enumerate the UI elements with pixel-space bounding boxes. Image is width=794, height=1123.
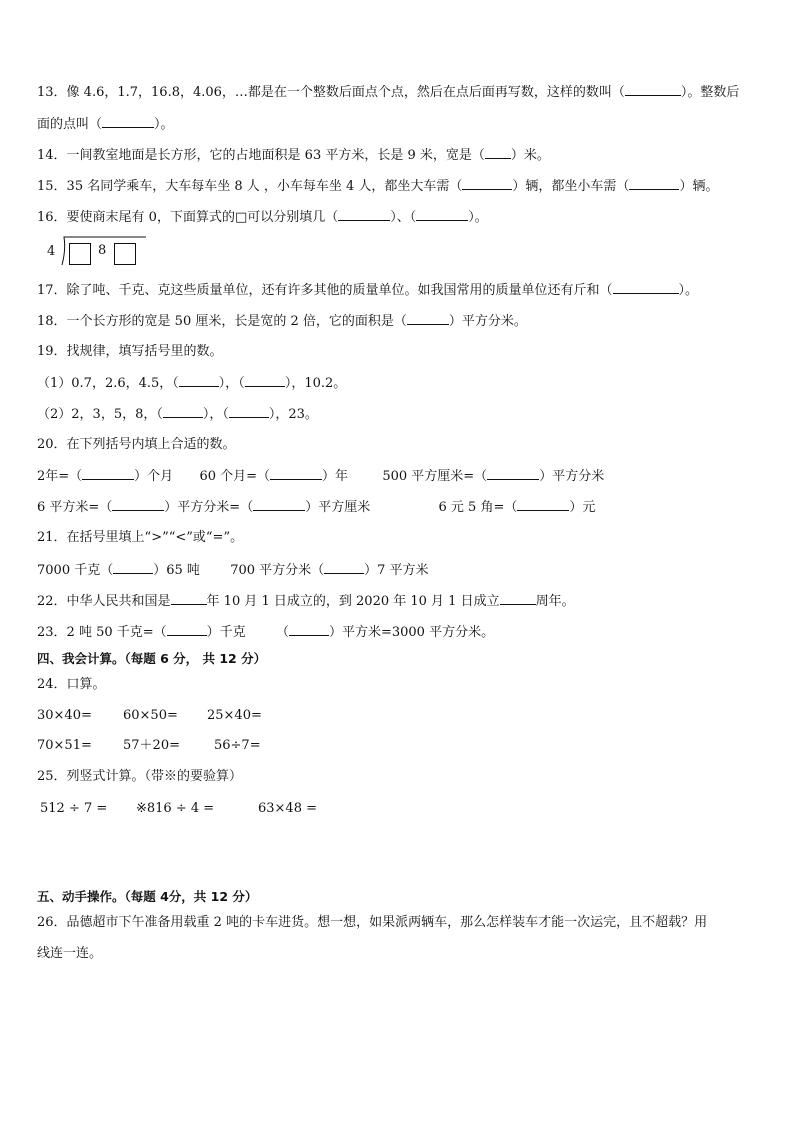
oral-item: 25×40= (207, 708, 262, 723)
q16-blank-1[interactable] (338, 209, 390, 221)
q20-row-2: 6 平方米=（ ）平方分米=（ ）平方厘米 6 元 5 角=（ ）元 (37, 500, 596, 515)
q20-blank-a[interactable] (82, 468, 134, 480)
q19-title: 19．找规律，填写括号里的数。 (37, 344, 223, 359)
vertical-calc-item: 63×48 = (258, 801, 318, 816)
dividend-digit: 8 (98, 243, 107, 258)
q15-blank-1[interactable] (462, 178, 512, 190)
q16: 16．要使商末尾有 0，下面算式的□可以分别填几（ ）、（ ）。 (37, 210, 488, 225)
q24-title: 24．口算。 (37, 677, 106, 692)
q16-blank-2[interactable] (416, 209, 468, 221)
q18: 18．一个长方形的宽是 50 厘米，长是宽的 2 倍，它的面积是（ ）平方分米。 (37, 314, 527, 329)
q13-line2: 面的点叫（ ）。 (37, 117, 174, 132)
q24-row-2 (37, 738, 261, 754)
q17-blank[interactable] (613, 282, 679, 294)
q14-blank[interactable] (485, 147, 511, 159)
q26-line1: 26．品德超市下午准备用载重 2 吨的卡车进货。想一想，如果派两辆车，那么怎样装车才能一次运完，且不超载？用 (37, 915, 708, 930)
q19-s1-blank-2[interactable] (245, 375, 285, 387)
q22: 22．中华人民共和国是 年 10 月 1 日成立的，到 2020 年 10 月 1 日成立 周年。 (37, 594, 575, 609)
q13-line1: 13．像 4.6，1.7，16.8，4.06，…都是在一个整数后面点个点，然后在点后面再写数，这样的数叫（ ）。整数后 (37, 85, 740, 100)
vertical-calc-item: ※816 ÷ 4 = (136, 801, 215, 816)
q19-s2-blank-2[interactable] (229, 406, 269, 418)
q25-items (40, 801, 317, 817)
digit-box-2[interactable] (114, 243, 136, 265)
section-5-heading: 五、动手操作。（每题 4分，共 12 分） (37, 889, 258, 904)
q21-row: 7000 千克（ ）65 吨 700 平方分米（ ）7 平方米 (37, 563, 429, 578)
q23: 23．2 吨 50 千克=（ ）千克 （ ）平方米=3000 平方分米。 (37, 625, 495, 640)
q13-blank-1[interactable] (625, 84, 681, 96)
q19-s1-blank-1[interactable] (179, 375, 219, 387)
q23-blank-a[interactable] (167, 624, 207, 636)
q19-series-2: （2）2，3，5，8，（ ），（ ），23。 (37, 407, 318, 422)
q20-blank-b[interactable] (270, 468, 322, 480)
digit-box-1[interactable] (69, 243, 91, 265)
q19-s2-blank-1[interactable] (163, 406, 203, 418)
oral-item: 56÷7= (214, 738, 261, 753)
q20-blank-c[interactable] (487, 468, 539, 480)
section-4-heading: 四、我会计算。（每题 6 分， 共 12 分） (37, 651, 267, 666)
q19-series-1: （1）0.7，2.6，4.5，（ ），（ ），10.2。 (37, 376, 347, 391)
q20-blank-e[interactable] (517, 499, 569, 511)
q26-line2: 线连一连。 (37, 946, 103, 961)
q18-blank[interactable] (407, 313, 449, 325)
q21-blank-b[interactable] (324, 562, 364, 574)
q21-title: 21．在括号里填上“>”“<”或“=”。 (37, 530, 244, 545)
q21-blank-a[interactable] (113, 562, 153, 574)
q22-blank-2[interactable] (500, 593, 536, 605)
q20-row-1: 2年=（ ）个月 60 个月=（ ）年 500 平方厘米=（ ）平方分米 (37, 469, 605, 484)
q13-blank-2[interactable] (102, 116, 154, 128)
divisor: 4 (47, 244, 56, 259)
oral-item: 60×50= (123, 708, 178, 723)
long-division-figure (44, 235, 154, 269)
q24-row-1 (37, 708, 262, 724)
oral-item: 70×51= (37, 738, 92, 753)
q14: 14．一间教室地面是长方形，它的占地面积是 63 平方米，长是 9 米，宽是（ ）米。 (37, 148, 550, 163)
q15-blank-2[interactable] (629, 178, 679, 190)
q15: 15．35 名同学乘车，大车每车坐 8 人 ，小车每车坐 4 人，都坐大车需（ ）辆，都坐小车需（ ）辆。 (37, 179, 719, 194)
q25-title: 25．列竖式计算。（带※的要验算） (37, 769, 243, 784)
q17: 17．除了吨、千克、克这些质量单位，还有许多其他的质量单位。如我国常用的质量单位还有斤和（ ）。 (37, 283, 699, 298)
oral-item: 30×40= (37, 708, 92, 723)
q22-blank-1[interactable] (171, 593, 207, 605)
q20-blank-d2[interactable] (253, 499, 305, 511)
q20-blank-d1[interactable] (112, 499, 164, 511)
vertical-calc-item: 512 ÷ 7 = (40, 801, 108, 816)
q20-title: 20．在下列括号内填上合适的数。 (37, 437, 236, 452)
q23-blank-b[interactable] (289, 624, 329, 636)
oral-item: 57＋20= (123, 738, 180, 753)
